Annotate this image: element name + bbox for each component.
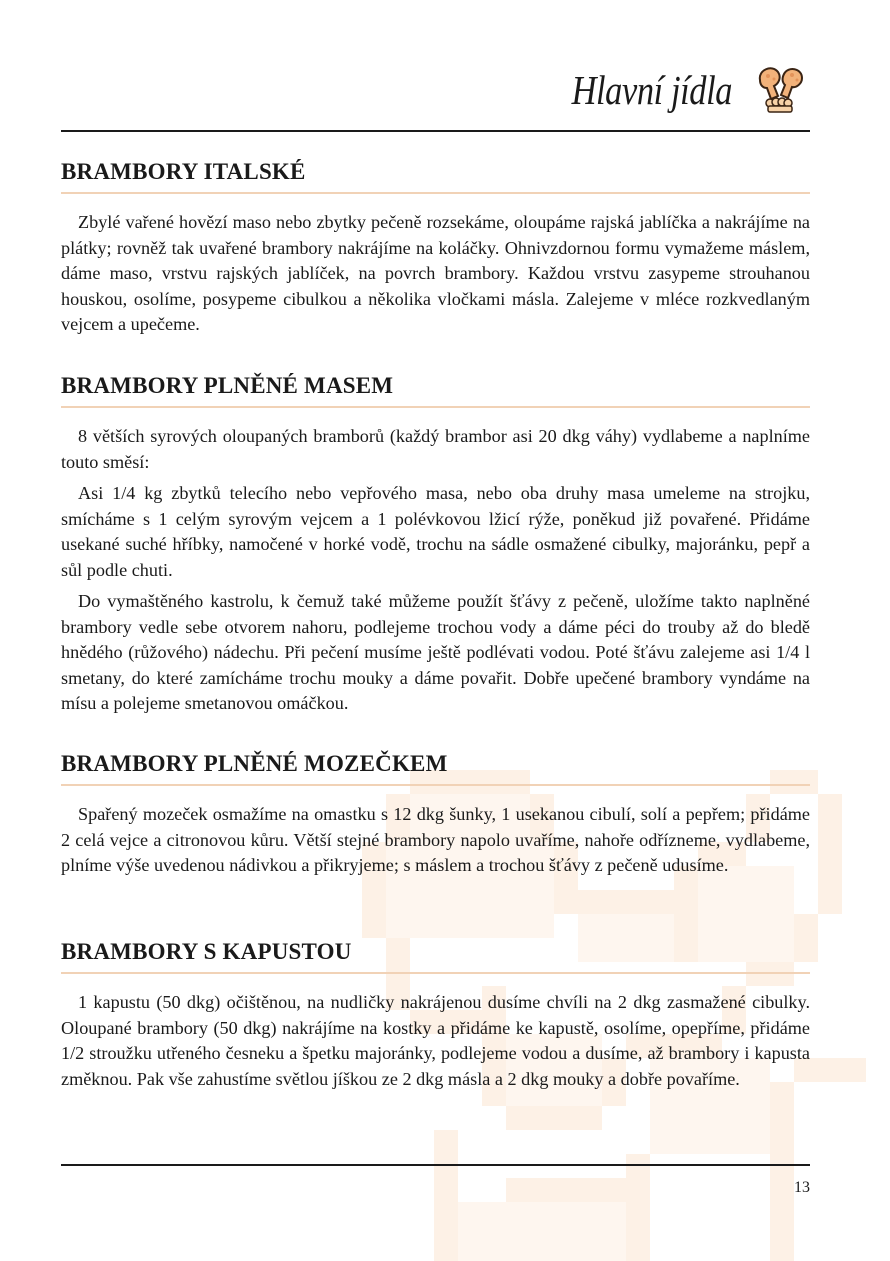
footer-rule [61,1164,810,1166]
chicken-drumsticks-icon [754,62,810,118]
page-header [61,58,810,132]
recipe-title: BRAMBORY PLNĚNÉ MASEM [61,372,810,408]
recipe-title: BRAMBORY S KAPUSTOU [61,938,810,974]
page [61,0,810,1261]
header-rule [61,130,810,132]
chapter-title: Hlavní jídla [571,67,732,113]
recipe-brambory-plnene-masem [61,372,810,717]
page-number: 13 [794,1179,810,1196]
recipe-paragraph: 8 větších syrových oloupaných bramborů (každý brambor asi 20 dkg váhy) vydlabeme a naplníme touto směsí: [61,426,810,472]
recipe-brambory-plnene-mozeckem [61,750,810,879]
recipe-paragraph: Zbylé vařené hovězí maso nebo zbytky pečeně rozsekáme, oloupáme rajská jablíčka a nakrájíme na plátky; rovněž tak uvařené brambory nakrájíme na koláčky. Ohnivzdornou formu vymažeme máslem, dáme maso, vrstvu rajských jablíček, na povrch brambory. Každou vrstvu zasypeme strouhanou houskou, osolíme, posypeme cibulkou a několika vločkami másla. Zalejeme v mléce rozkvedlaným vejcem a upečeme. [61,212,810,334]
recipe-brambory-italske [61,158,810,338]
recipe-brambory-s-kapustou [61,938,810,1092]
recipe-paragraph: Do vymaštěného kastrolu, k čemuž také můžeme použít šťávy z pečeně, uložíme takto naplněné brambory vedle sebe otvorem nahoru, podlejeme trochou vody a dáme péci do trouby až do bledě hnědého (růžového) nádechu. Při pečení musíme ještě podlévati vodou. Poté šťávu zalejeme asi 1/4 l smetany, do které zamícháme trochu mouky a dáme povařit. Dobře upečené brambory vyndáme na mísu a polejeme smetanovou omáčkou. [61,591,810,713]
recipe-title: BRAMBORY ITALSKÉ [61,158,810,194]
recipe-paragraph: 1 kapustu (50 dkg) očištěnou, na nudličky nakrájenou dusíme chvíli na 2 dkg zasmažené cibulky. Oloupané brambory (50 dkg) nakrájíme na kostky a přidáme ke kapustě, osolíme, opepříme, přidáme 1/2 stroužku utřeného česneku a špetku majoránky, podlejeme vodou a dusíme, až brambory i kapusta změknou. Pak vše zahustíme světlou jíškou ze 2 dkg másla a 2 dkg mouky a dobře povaříme. [61,992,810,1089]
recipe-title: BRAMBORY PLNĚNÉ MOZEČKEM [61,750,810,786]
recipe-paragraph: Spařený mozeček osmažíme na omastku s 12 dkg šunky, 1 usekanou cibulí, solí a pepřem; přidáme 2 celá vejce a citronovou kůru. Větší stejné brambory napolo uvaříme, nahoře odřízneme, vydlabeme, plníme výše uvedenou nádivkou a přikryjeme; s máslem a trochou šťávy z pečeně udusíme. [61,804,810,875]
recipe-paragraph: Asi 1/4 kg zbytků telecího nebo vepřového masa, nebo oba druhy masa umeleme na strojku, smícháme s 1 celým syrovým vejcem a 1 polévkovou lžicí rýže, poněkud již povařené. Přidáme usekané suché hříbky, namočené v horké vodě, trochu na sádle osmažené cibulky, majoránku, pepř a sůl podle chuti. [61,483,810,580]
